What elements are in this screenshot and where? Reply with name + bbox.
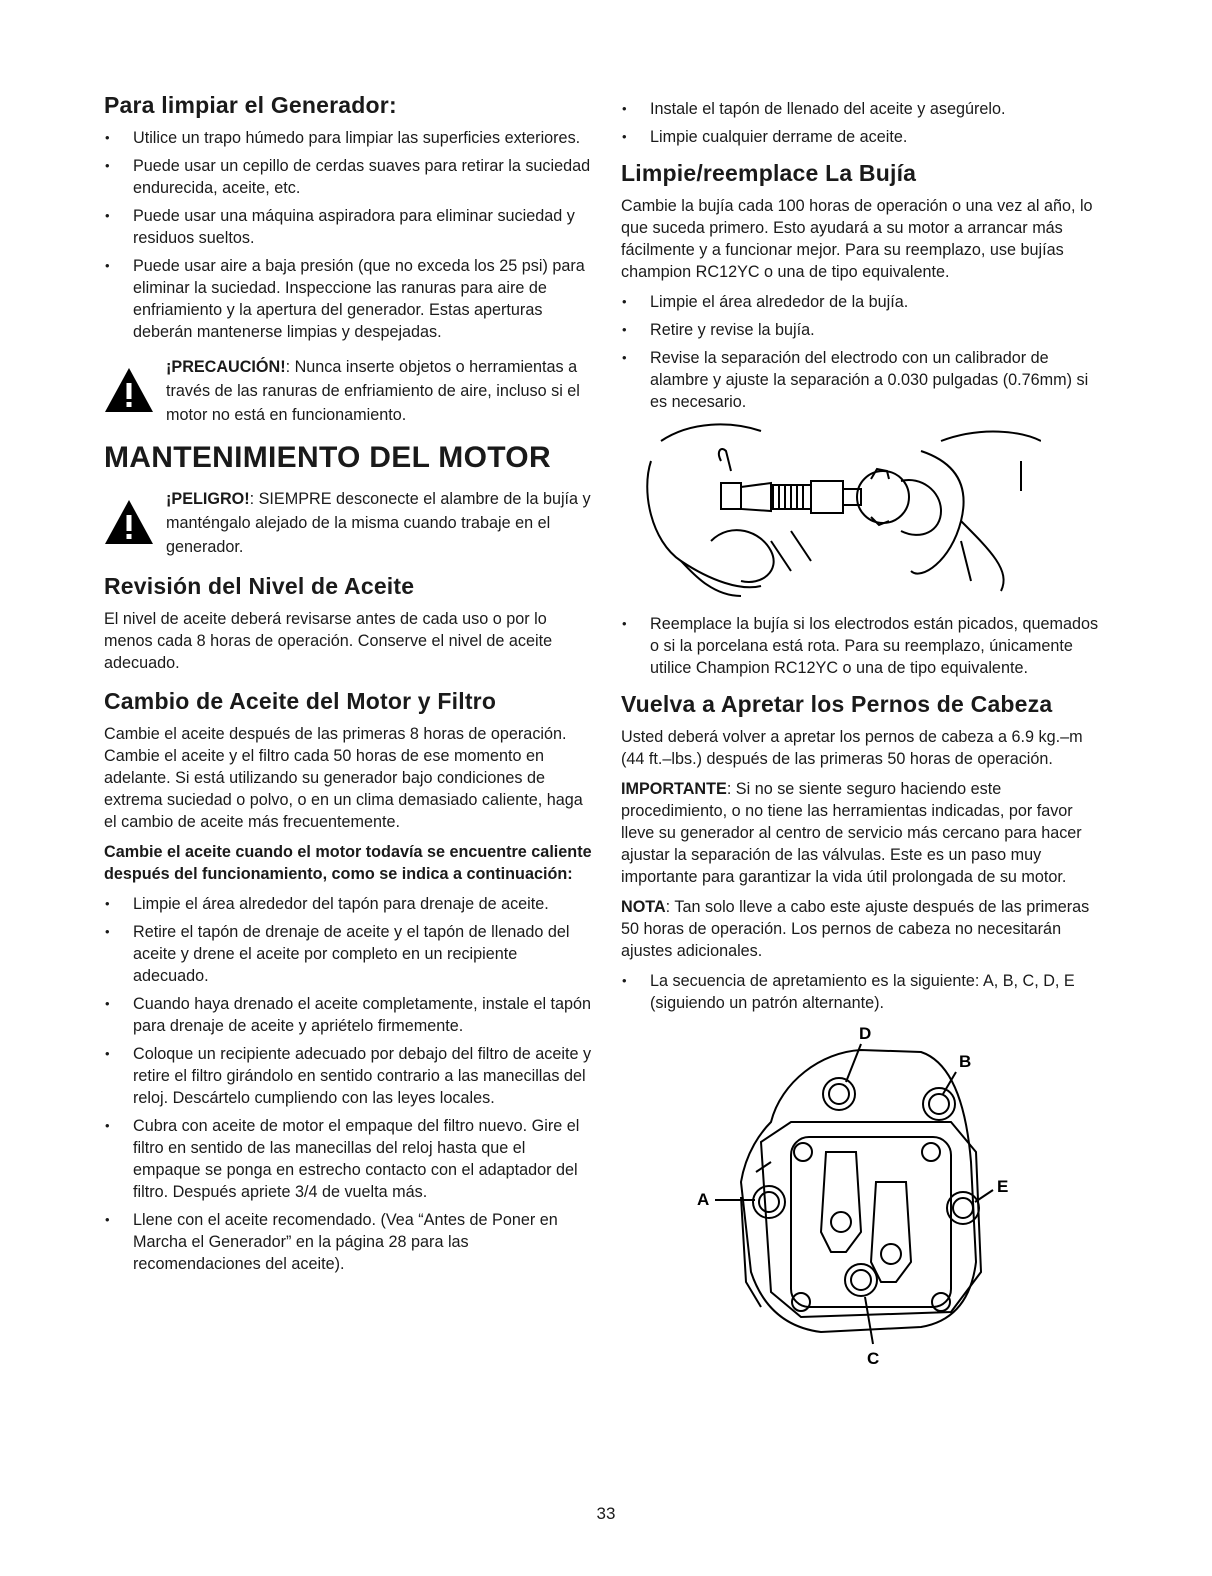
danger-label: ¡PELIGRO! — [166, 490, 250, 508]
list-item: • Coloque un recipiente adecuado por debajo del filtro de aceite y retire el filtro girándolo en sentido contrario a las manecillas del reloj. Descártelo cumpliendo con las leyes locales. — [104, 1043, 594, 1109]
list-item: • Puede usar un cepillo de cerdas suaves para retirar la suciedad endurecida, aceite, etc. — [104, 155, 594, 199]
bolt-label-d: D — [859, 1024, 872, 1043]
spark-plug-gap-illustration — [621, 421, 1041, 601]
list-item: • Revise la separación del electrodo con un calibrador de alambre y ajuste la separación a 0.030 pulgadas (0.76mm) si es necesario. — [621, 347, 1101, 413]
list-item: • Instale el tapón de llenado del aceite y asegúrelo. — [621, 98, 1101, 120]
head-bolts-heading: Vuelva a Apretar los Pernos de Cabeza — [621, 691, 1053, 717]
list-item: • Limpie el área alrededor del tapón para drenaje de aceite. — [104, 893, 594, 915]
list-item: • Utilice un trapo húmedo para limpiar las superficies exteriores. — [104, 127, 594, 149]
list-item: • La secuencia de apretamiento es la siguiente: A, B, C, D, E (siguiendo un patrón alternante). — [621, 970, 1101, 1014]
oil-fill-list — [621, 98, 1101, 148]
danger-box — [104, 487, 594, 559]
spark-plug-heading: Limpie/reemplace La Bujía — [621, 160, 917, 186]
important-text — [621, 778, 1101, 888]
head-bolts-text: Usted deberá volver a apretar los pernos de cabeza a 6.9 kg.–m (44 ft.–lbs.) después de las primeras 50 horas de operación. — [621, 728, 1083, 768]
warning-triangle-icon — [104, 367, 154, 413]
caution-text — [166, 355, 594, 427]
caution-label: ¡PRECAUCIÓN! — [166, 358, 286, 376]
list-item: • Limpie el área alrededor de la bujía. — [621, 291, 1101, 313]
bolt-label-b: B — [959, 1052, 972, 1071]
caution-body: : Nunca inserte objetos o herramientas a través de las ranuras de enfriamiento de aire, incluso si el motor no está en funcionamiento. — [166, 358, 580, 424]
oil-change-list — [104, 893, 594, 1275]
list-item: • Cubra con aceite de motor el empaque del filtro nuevo. Gire el filtro en sentido de las manecillas del reloj hasta que el empaque se ponga en estrecho contacto con el adaptador del filtro. Después apriete 3/4 de vuelta más. — [104, 1115, 594, 1203]
oil-level-text: El nivel de aceite deberá revisarse antes de cada uso o por lo menos cada 8 horas de operación. Conserve el nivel de aceite adecuado. — [104, 610, 553, 672]
oil-change-bold-instruction: Cambie el aceite cuando el motor todavía se encuentre caliente después del funcionamiento, como se indica a continuación: — [104, 843, 592, 883]
important-body: : Si no se siente seguro haciendo este procedimiento, o no tiene las herramientas indicadas, por favor lleve su generador al centro de servicio más cercano para hacer ajustar la separación de las válvulas. Este es un paso muy importante para garantizar la vida útil prolongada de su motor. — [621, 780, 1082, 886]
list-item: • Limpie cualquier derrame de aceite. — [621, 126, 1101, 148]
list-item: • Retire y revise la bujía. — [621, 319, 1101, 341]
list-item: • Reemplace la bujía si los electrodos están picados, quemados o si la porcelana está rota. Para su reemplazo, únicamente utilice Champion RC12YC o una de tipo equivalente. — [621, 613, 1101, 679]
oil-change-text: Cambie el aceite después de las primeras 8 horas de operación. Cambie el aceite y el filtro cada 50 horas de ese momento en adelante. Si está utilizando su generador bajo condiciones de extrema suciedad o polvo, o en un clima demasiado caliente, haga el cambio de aceite más frecuentemente. — [104, 725, 583, 831]
danger-body: : SIEMPRE desconecte el alambre de la bujía y manténgalo alejado de la misma cuando trabaje en el generador. — [166, 490, 591, 556]
note-body: : Tan solo lleve a cabo este ajuste después de las primeras 50 horas de operación. Los pernos de cabeza no necesitarán ajustes adicionales. — [621, 898, 1090, 960]
clean-generator-heading: Para limpiar el Generador: — [104, 92, 397, 118]
danger-text — [166, 487, 594, 559]
section-title: MANTENIMIENTO DEL MOTOR — [104, 441, 551, 474]
right-column — [621, 98, 1101, 1367]
list-item: • Retire el tapón de drenaje de aceite y el tapón de llenado del aceite y drene el aceite por completo en un recipiente adecuado. — [104, 921, 594, 987]
note-text — [621, 896, 1101, 962]
caution-box — [104, 355, 594, 427]
oil-change-heading: Cambio de Aceite del Motor y Filtro — [104, 688, 497, 714]
oil-level-heading: Revisión del Nivel de Aceite — [104, 573, 415, 599]
bolt-label-c: C — [867, 1349, 880, 1367]
list-item: • Llene con el aceite recomendado. (Vea “Antes de Poner en Marcha el Generador” en la página 28 para las recomendaciones del aceite). — [104, 1209, 594, 1275]
spark-plug-replace-list — [621, 613, 1101, 679]
spark-plug-list — [621, 291, 1101, 413]
bolts-sequence-list — [621, 970, 1101, 1014]
list-item: • Puede usar una máquina aspiradora para eliminar suciedad y residuos sueltos. — [104, 205, 594, 249]
bolt-label-e: E — [997, 1177, 1009, 1196]
left-column — [104, 92, 594, 1283]
list-item: • Puede usar aire a baja presión (que no exceda los 25 psi) para eliminar la suciedad. Inspeccione las ranuras para aire de enfriamiento y la apertura del generador. Estas aperturas deberán mantenerse limpias y despejadas. — [104, 255, 594, 343]
bolt-label-a: A — [697, 1190, 710, 1209]
spark-plug-text: Cambie la bujía cada 100 horas de operación o una vez al año, lo que suceda primero. Esto ayudará a su motor a arrancar más fácilmente y a funcionar mejor. Para su reemplazo, use bujías champion RC12YC o una de tipo equivalente. — [621, 197, 1093, 281]
warning-triangle-icon — [104, 499, 154, 545]
important-label: IMPORTANTE — [621, 780, 727, 798]
list-item: • Cuando haya drenado el aceite completamente, instale el tapón para drenaje de aceite y apriételo firmemente. — [104, 993, 594, 1037]
note-label: NOTA — [621, 898, 666, 916]
clean-list — [104, 127, 594, 343]
cylinder-head-bolt-diagram — [621, 1022, 1041, 1367]
page-number: 33 — [596, 1504, 616, 1523]
